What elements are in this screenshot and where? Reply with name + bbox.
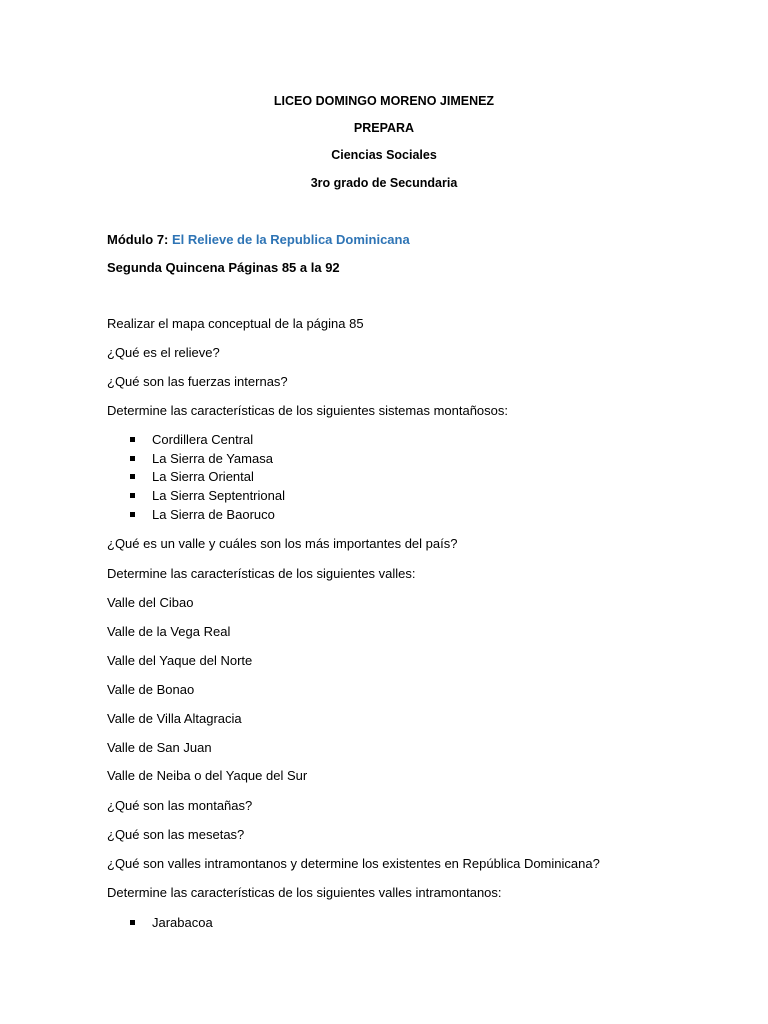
module-title: El Relieve de la Republica Dominicana xyxy=(172,232,410,247)
list-item: Cordillera Central xyxy=(152,432,254,447)
bullet-icon xyxy=(130,456,135,461)
list-item: Jarabacoa xyxy=(152,915,213,930)
list-item: La Sierra de Yamasa xyxy=(152,451,273,466)
bullet-icon xyxy=(130,512,135,517)
bullet-icon xyxy=(130,493,135,498)
question-4: Determine las características de los siguientes sistemas montañosos: xyxy=(107,403,509,418)
question-2: ¿Qué es el relieve? xyxy=(107,345,220,360)
list-item: Valle de Neiba o del Yaque del Sur xyxy=(107,768,308,783)
list-item: La Sierra Oriental xyxy=(152,469,254,484)
bullet-icon xyxy=(130,474,135,479)
question-6: Determine las características de los siguientes valles: xyxy=(107,566,416,581)
question-9: ¿Qué son valles intramontanos y determine los existentes en República Dominicana? xyxy=(107,856,600,871)
grade-level: 3ro grado de Secundaria xyxy=(310,176,458,190)
list-item: La Sierra de Baoruco xyxy=(152,507,275,522)
list-item: Valle de San Juan xyxy=(107,740,212,755)
list-item: Valle de Villa Altagracia xyxy=(107,711,242,726)
list-item: La Sierra Septentrional xyxy=(152,488,285,503)
list-item: Valle de la Vega Real xyxy=(107,624,231,639)
school-name: LICEO DOMINGO MORENO JIMENEZ xyxy=(273,94,495,108)
program-name: PREPARA xyxy=(353,121,415,135)
question-7: ¿Qué son las montañas? xyxy=(107,798,253,813)
question-10: Determine las características de los siguientes valles intramontanos: xyxy=(107,885,502,900)
question-1: Realizar el mapa conceptual de la página 85 xyxy=(107,316,364,331)
question-8: ¿Qué son las mesetas? xyxy=(107,827,245,842)
list-item: Valle del Cibao xyxy=(107,595,194,610)
module-pages: Segunda Quincena Páginas 85 a la 92 xyxy=(107,260,340,275)
list-item: Valle del Yaque del Norte xyxy=(107,653,253,668)
question-3: ¿Qué son las fuerzas internas? xyxy=(107,374,288,389)
list-item: Valle de Bonao xyxy=(107,682,195,697)
module-label: Módulo 7: xyxy=(107,232,172,247)
subject-name: Ciencias Sociales xyxy=(331,148,437,162)
bullet-icon xyxy=(130,437,135,442)
question-5: ¿Qué es un valle y cuáles son los más importantes del país? xyxy=(107,536,458,551)
module-heading xyxy=(107,232,410,247)
bullet-icon xyxy=(130,920,135,925)
